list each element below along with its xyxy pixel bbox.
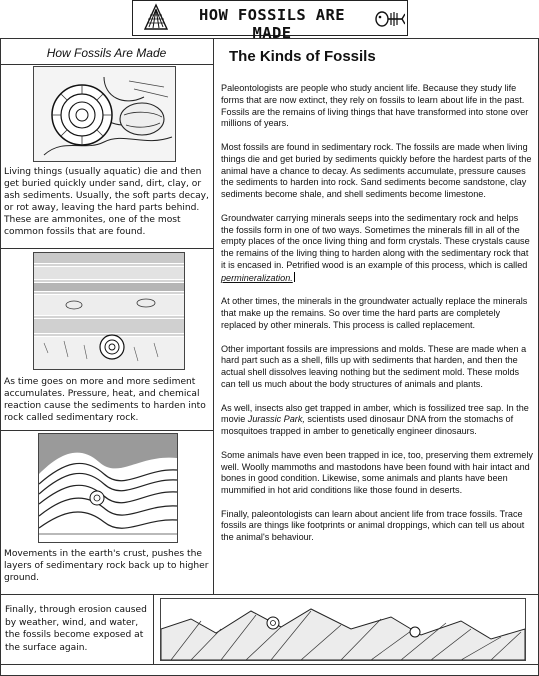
ammonite-illustration [33,66,176,162]
article-body [221,83,533,556]
caption-crust: Movements in the earth's crust, pushes the layers of sedimentary rock back up to higher ground. [4,549,209,583]
paragraph-sedimentary: Most fossils are found in sedimentary rock. The fossils are made when living things die and get buried by sediments quickly before the hardest parts of the animal have a chance to decay. As sediments accumulate, pressure causes the sediments to harden into rock. Sand sediments become sandstone, clay sediments become shale, and shell sediments become limestone. [221,141,532,200]
paragraph-replacement: At other times, the minerals in the groundwater actually replace the minerals that make up the remains. So over time the hard parts are completely replaced by other minerals. This process is called replacement. [221,296,528,330]
paragraph-text: Groundwater carrying minerals seeps into the sedimentary rock and helps the fossils form in one of two ways. Sometimes the minerals fill in all of the empty places of the once living thing and form crystals. These crystals cause the remains of the living thing to harden along with the sedimentary rock that it is encased in. Petrified wood is an example of this process, which is called [221,212,530,270]
caption-erosion: Finally, through erosion caused by weather, wind, and water, the fossils become exposed at the surface again. [5,605,147,653]
crust-drawing [39,434,177,542]
paragraph-text: As well, insects also get trapped in amber, which is fossilized tree sap. In the movie [221,402,529,425]
paragraph-permineralization [221,213,533,285]
erosion-illustration [160,598,526,661]
paragraph-molds: Other important fossils are impressions and molds. These are made when a hard part such as a shell, fills up with sediments that harden, and then the actual shell dissolves leaving nothing but the sediment mold. These molds can tell us much about the body structures of animals and plants. [221,343,527,389]
ammonite-drawing [34,67,175,161]
bottom-divider [0,594,539,595]
caption-burial: Living things (usually aquatic) die and then get buried quickly under sand, dirt, clay, or ash sediments. Usually, the soft parts decay, or rot away, leaving the hard parts behind. These are ammonites, one of the most common fossils that are found. [4,167,209,237]
sediment-drawing [34,253,184,369]
caption-rule [0,248,213,249]
fish-skeleton-icon [373,5,405,33]
paragraph-text: scientists used dinosaur DNA from the stomachs of mosquitoes trapped in amber to genetically engineer dinosaurs. [221,414,514,437]
paragraph-trace-fossils: Finally, paleontologists can learn about ancient life from trace fossils. Trace fossils are things like footprints or animal droppings, which can tell us about the animal's behaviour. [221,508,525,543]
paragraph-ice: Some animals have even been trapped in ice, too, preserving them extremely well. Woolly mammoths and mastodons have been found with hair intact and bones in good condition. Likewise, some animals and plants have been mummified in hot arid conditions like those found in deserts. [221,449,533,496]
heading-rule [0,64,213,65]
paragraph-amber [221,403,533,438]
shell-icon [141,3,171,33]
caption-rule [0,430,213,431]
caption-sediment: As time goes on more and more sediment accumulates. Pressure, heat, and chemical reaction cause the sediments to harden into rock called sedimentary rock. [4,377,206,423]
term-permineralization: permineralization. [221,272,293,283]
sediment-layers-illustration [33,252,185,370]
movie-title: Jurassic Park, [247,414,305,425]
bottom-column-divider [153,594,154,664]
banner-title: HOW FOSSILS ARE MADE [199,6,345,42]
erosion-drawing [161,599,525,660]
footer-divider [0,664,539,665]
paragraph-paleontologists: Paleontologists are people who study ancient life. Because they study life forms that are now extinct, they rely on fossils to learn about life in the past. Fossils are the remains of living things that have transformed into stone over millions of years. [221,83,529,129]
text-cursor [294,272,295,282]
left-heading: How Fossils Are Made [46,46,167,60]
crust-movement-illustration [38,433,178,543]
title-banner [132,0,408,42]
right-heading: The Kinds of Fossils [229,48,376,65]
column-divider [213,38,214,594]
